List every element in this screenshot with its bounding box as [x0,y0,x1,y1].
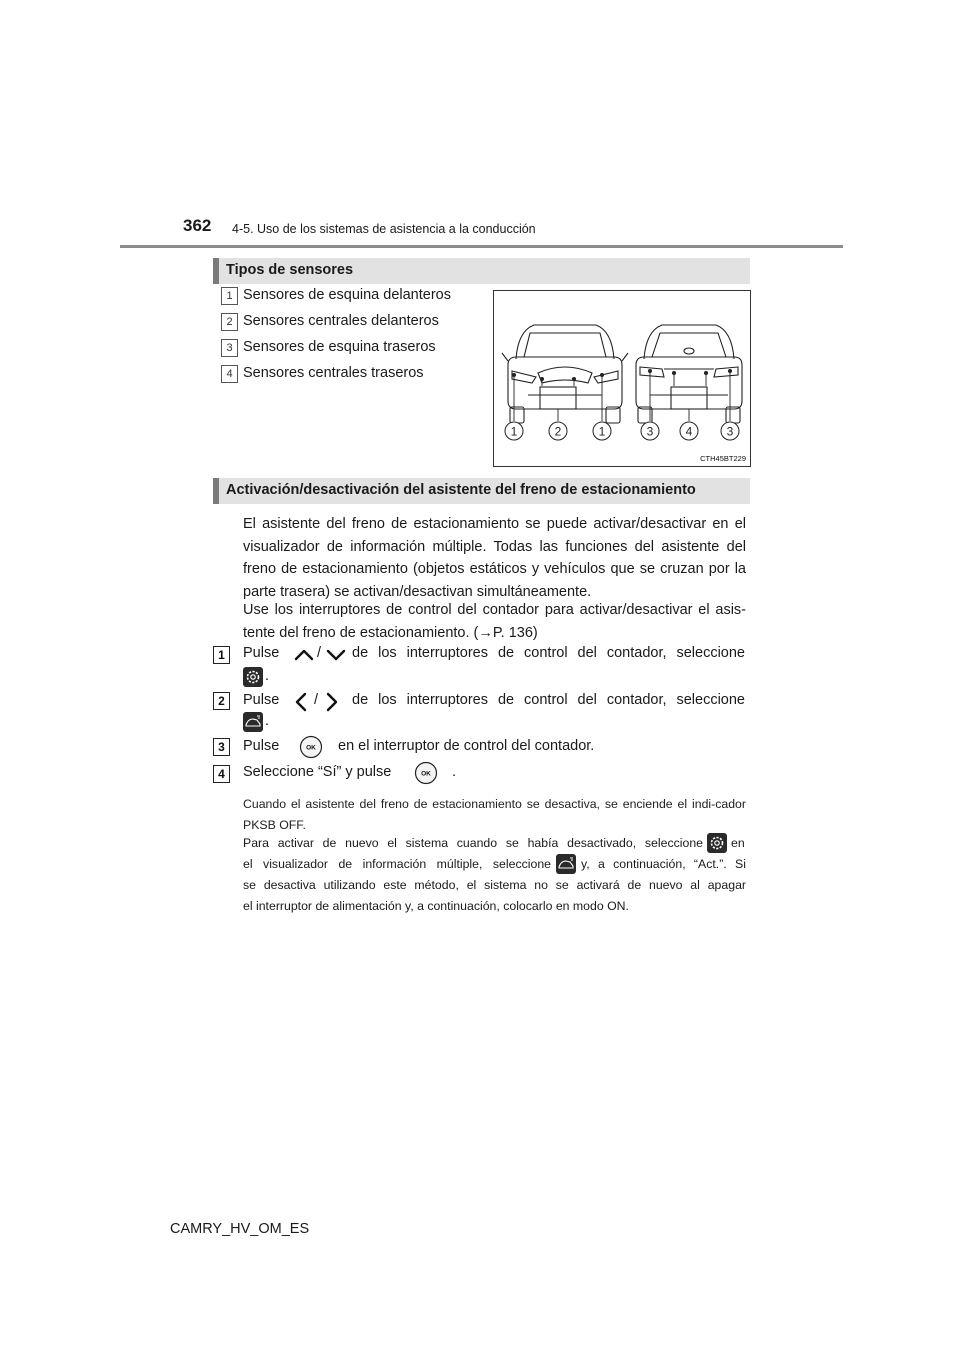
note-line: el visualizador de información múltiple, seleccione [243,857,551,871]
chevron-down-icon [325,648,347,662]
step-text: de los interruptores de control del contador, seleccione [352,645,745,661]
list-item: Sensores de esquina traseros [243,339,436,355]
step-number: 1 [213,646,230,664]
document-code: CAMRY_HV_OM_ES [170,1221,310,1237]
step-text: Pulse [243,692,280,708]
pksb-car-icon [243,712,263,732]
figure-code: CTH45BT229 [700,454,746,463]
step-separator: / [317,645,322,661]
list-number: 3 [221,339,238,357]
step-text: en el interruptor de control del contador. [338,738,595,754]
intro-paragraph: El asistente del freno de estacionamiento se puede activar/desactivar en el visualizador de información múltiple. Todas las funciones del asistente del freno de estacionamiento (objetos estáticos y vehículos que se cruzan por la parte trasera) se activan/desactivan simultáneamente. [243,516,746,600]
step-number: 3 [213,738,230,756]
note-line: el interruptor de alimentación y, a continuación, colocarlo en modo ON. [243,899,629,913]
step-text: Seleccione “Sí” y pulse [243,764,392,780]
chevron-up-icon [293,648,315,662]
step-number: 2 [213,692,230,710]
callout-label: 4 [685,424,693,439]
callout-label: 2 [554,424,562,439]
list-number: 1 [221,287,238,305]
callout-label: 1 [598,424,606,439]
step-text: Pulse [243,738,280,754]
svg-text:OK: OK [306,744,316,752]
header-rule [120,245,843,248]
chevron-right-icon [324,691,340,713]
page-number: 362 [183,216,212,235]
instruction-paragraph: Use los interruptores de control del contador para activar/desactivar el asis-tente del freno de estacionamiento. (→P. 136) [243,602,746,641]
list-item: Sensores de esquina delanteros [243,287,451,303]
section-heading-text: Activación/desactivación del asistente del freno de estacionamiento [226,482,696,498]
note-line: se desactiva utilizando este método, el sistema no se activará de nuevo al apagar [243,878,746,892]
step-text: de los interruptores de control del contador, seleccione [352,692,745,708]
front-car-body [508,357,622,409]
running-head: 4-5. Uso de los sistemas de asistencia a la conducción [232,222,536,236]
chevron-left-icon [293,691,309,713]
step-end: . [265,668,270,684]
callout-label: 1 [510,424,518,439]
step-end: . [452,764,457,780]
ok-button-icon [414,761,438,785]
note-line: Para activar de nuevo el sistema cuando se había desactivado, seleccione [243,836,703,850]
list-item: Sensores centrales traseros [243,365,424,381]
note-line: en [731,836,745,850]
note-line: y, a continuación, “Act.”. Si [581,857,746,871]
callout-label: 3 [646,424,654,439]
step-end: . [265,713,270,729]
rear-car-body [636,357,742,409]
note-paragraph: Cuando el asistente del freno de estacionamiento se desactiva, se enciende el indi-cador PKSB OFF. [243,797,746,832]
step-separator: / [314,692,319,708]
front-car-roof [516,325,614,359]
settings-gear-icon [707,833,727,853]
ok-button-icon [299,735,323,759]
list-number: 2 [221,313,238,331]
list-item: Sensores centrales delanteros [243,313,439,329]
section-heading-text: Tipos de sensores [226,262,354,278]
car-sensor-diagram [494,291,750,466]
svg-text:OK: OK [421,770,431,778]
section-heading-sensor-types [213,258,750,284]
step-text: Pulse [243,645,280,661]
section-heading-pksb-toggle [213,478,750,504]
sensor-location-figure [493,290,751,467]
step-number: 4 [213,765,230,783]
callout-label: 3 [726,424,734,439]
settings-gear-icon [243,667,263,687]
list-number: 4 [221,365,238,383]
pksb-car-icon [556,854,576,874]
